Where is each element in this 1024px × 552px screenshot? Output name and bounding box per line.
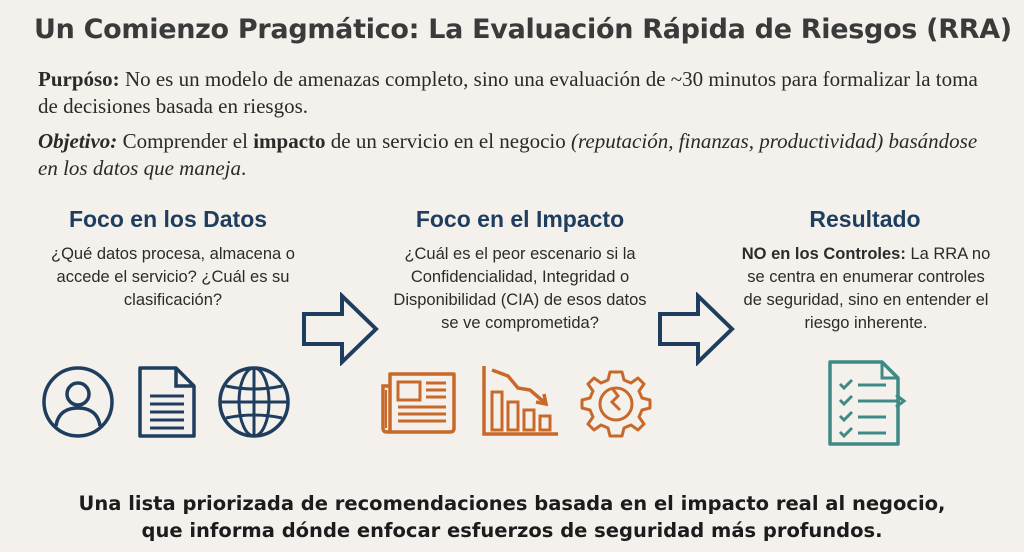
column-impact-text: ¿Cuál es el peor escenario si la Confidencialidad, Integridad o Disponibilidad (CIA) de esos datos se ve comprometida? — [393, 245, 647, 332]
footer-summary — [0, 490, 1024, 544]
arrow-right-icon — [656, 292, 736, 366]
objective-bold: impacto — [253, 129, 326, 153]
purpose-text: No es un modelo de amenazas completo, sino una evaluación de ~30 minutos para formalizar la toma de decisiones basada en riesgos. — [38, 67, 978, 118]
result-text: La RRA no se centra en enumerar controles de seguridad, sino en entender el riesgo inherente. — [743, 245, 991, 332]
column-data-text: ¿Qué datos procesa, almacena o accede el servicio? ¿Cuál es su clasificación? — [51, 245, 295, 309]
newspaper-icon — [380, 368, 458, 436]
column-result-text — [736, 243, 996, 335]
document-icon — [136, 364, 198, 440]
broken-gear-icon — [578, 366, 654, 438]
purpose-paragraph — [38, 66, 998, 120]
column-result-title: Resultado — [809, 206, 921, 232]
column-data-title: Foco en los Datos — [68, 206, 268, 232]
declining-chart-icon — [478, 362, 560, 438]
objective-italic: (reputación, finanzas, productividad) basándose en los datos que maneja — [38, 129, 978, 180]
checklist-icon — [826, 358, 908, 448]
column-impact-title: Foco en el Impacto — [415, 206, 625, 232]
objective-text-after: de un servicio en el negocio — [325, 129, 572, 153]
arrow-right-icon — [300, 292, 380, 366]
result-bold-prefix: NO en los Controles: — [741, 245, 906, 263]
footer-line-1: Una lista priorizada de recomendaciones basada en el impacto real al negocio, — [78, 492, 946, 515]
user-icon — [40, 364, 116, 440]
page-title: Un Comienzo Pragmático: La Evaluación Rápida de Riesgos (RRA) — [34, 14, 1012, 45]
objective-label: Objetivo: — [38, 129, 118, 153]
footer-line-2: que informa dónde enfocar esfuerzos de seguridad más profundos. — [141, 519, 883, 542]
objective-end: . — [240, 156, 247, 180]
objective-text-before: Comprender el — [117, 129, 254, 153]
objective-paragraph — [38, 128, 998, 182]
purpose-label: Purpóso: — [38, 67, 120, 91]
globe-icon — [216, 364, 292, 440]
